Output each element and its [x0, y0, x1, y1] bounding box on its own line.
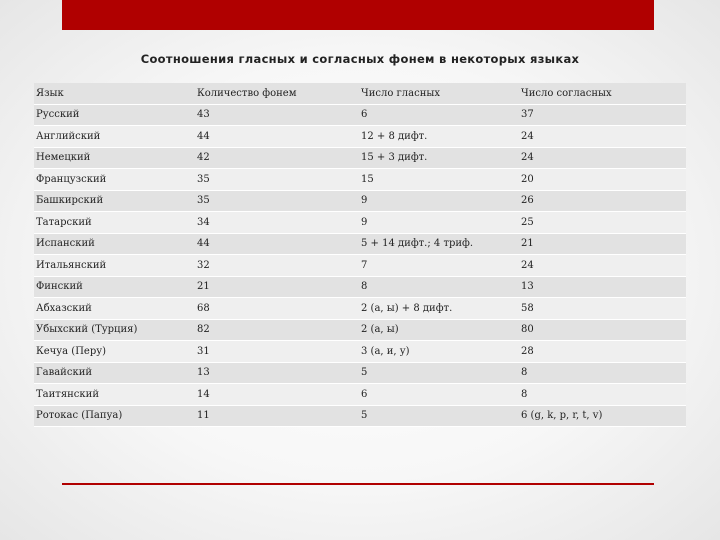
cell-vowel-count: 15: [359, 169, 519, 191]
table-row: [34, 319, 686, 341]
table-row: [34, 362, 686, 384]
cell-vowel-count: 9: [359, 190, 519, 212]
table-row: [34, 405, 686, 427]
header-vowel-count: Число гласных: [359, 83, 519, 104]
cell-consonant-count: 20: [519, 169, 686, 191]
header-language: Язык: [34, 83, 195, 104]
cell-consonant-count: 24: [519, 255, 686, 277]
cell-consonant-count: 13: [519, 276, 686, 298]
cell-vowel-count: 9: [359, 212, 519, 234]
table-row: [34, 341, 686, 363]
cell-phoneme-count: 44: [195, 233, 359, 255]
cell-language: Гавайский: [34, 362, 195, 384]
cell-consonant-count: 24: [519, 126, 686, 148]
cell-language: Финский: [34, 276, 195, 298]
cell-language: Таитянский: [34, 384, 195, 406]
cell-consonant-count: 24: [519, 147, 686, 169]
cell-phoneme-count: 11: [195, 405, 359, 427]
cell-vowel-count: 2 (а, ы): [359, 319, 519, 341]
cell-consonant-count: 8: [519, 384, 686, 406]
cell-phoneme-count: 43: [195, 104, 359, 126]
table-row: [34, 384, 686, 406]
cell-vowel-count: 2 (а, ы) + 8 дифт.: [359, 298, 519, 320]
table-row: [34, 298, 686, 320]
table-row: [34, 190, 686, 212]
cell-consonant-count: 58: [519, 298, 686, 320]
top-accent-bar: [62, 0, 654, 30]
cell-vowel-count: 12 + 8 дифт.: [359, 126, 519, 148]
cell-phoneme-count: 31: [195, 341, 359, 363]
table-body: [34, 104, 686, 427]
cell-consonant-count: 8: [519, 362, 686, 384]
cell-consonant-count: 25: [519, 212, 686, 234]
cell-phoneme-count: 68: [195, 298, 359, 320]
cell-phoneme-count: 14: [195, 384, 359, 406]
cell-phoneme-count: 44: [195, 126, 359, 148]
cell-consonant-count: 21: [519, 233, 686, 255]
cell-phoneme-count: 82: [195, 319, 359, 341]
cell-consonant-count: 6 (g, k, p, r, t, v): [519, 405, 686, 427]
cell-vowel-count: 6: [359, 384, 519, 406]
cell-phoneme-count: 42: [195, 147, 359, 169]
cell-language: Итальянский: [34, 255, 195, 277]
phoneme-table: [34, 83, 686, 427]
cell-language: Ротокас (Папуа): [34, 405, 195, 427]
table-header-row: [34, 83, 686, 104]
cell-vowel-count: 6: [359, 104, 519, 126]
cell-vowel-count: 15 + 3 дифт.: [359, 147, 519, 169]
cell-language: Испанский: [34, 233, 195, 255]
cell-vowel-count: 3 (а, и, у): [359, 341, 519, 363]
cell-consonant-count: 80: [519, 319, 686, 341]
cell-phoneme-count: 13: [195, 362, 359, 384]
table-row: [34, 233, 686, 255]
table-row: [34, 276, 686, 298]
header-phoneme-count: Количество фонем: [195, 83, 359, 104]
cell-language: Немецкий: [34, 147, 195, 169]
cell-language: Татарский: [34, 212, 195, 234]
cell-language: Русский: [34, 104, 195, 126]
bottom-accent-line: [62, 483, 654, 485]
table-row: [34, 169, 686, 191]
table-row: [34, 147, 686, 169]
cell-phoneme-count: 35: [195, 169, 359, 191]
cell-language: Французский: [34, 169, 195, 191]
cell-vowel-count: 7: [359, 255, 519, 277]
cell-phoneme-count: 34: [195, 212, 359, 234]
cell-language: Убыхский (Турция): [34, 319, 195, 341]
page-title: Соотношения гласных и согласных фонем в некоторых языках: [140, 52, 580, 66]
cell-phoneme-count: 32: [195, 255, 359, 277]
cell-language: Кечуа (Перу): [34, 341, 195, 363]
cell-vowel-count: 5 + 14 дифт.; 4 триф.: [359, 233, 519, 255]
cell-vowel-count: 5: [359, 362, 519, 384]
cell-language: Абхазский: [34, 298, 195, 320]
table-row: [34, 126, 686, 148]
table-row: [34, 212, 686, 234]
header-consonant-count: Число согласных: [519, 83, 686, 104]
cell-consonant-count: 37: [519, 104, 686, 126]
cell-phoneme-count: 35: [195, 190, 359, 212]
table-row: [34, 104, 686, 126]
cell-vowel-count: 5: [359, 405, 519, 427]
cell-language: Английский: [34, 126, 195, 148]
cell-vowel-count: 8: [359, 276, 519, 298]
table-row: [34, 255, 686, 277]
cell-consonant-count: 26: [519, 190, 686, 212]
cell-consonant-count: 28: [519, 341, 686, 363]
cell-phoneme-count: 21: [195, 276, 359, 298]
cell-language: Башкирский: [34, 190, 195, 212]
